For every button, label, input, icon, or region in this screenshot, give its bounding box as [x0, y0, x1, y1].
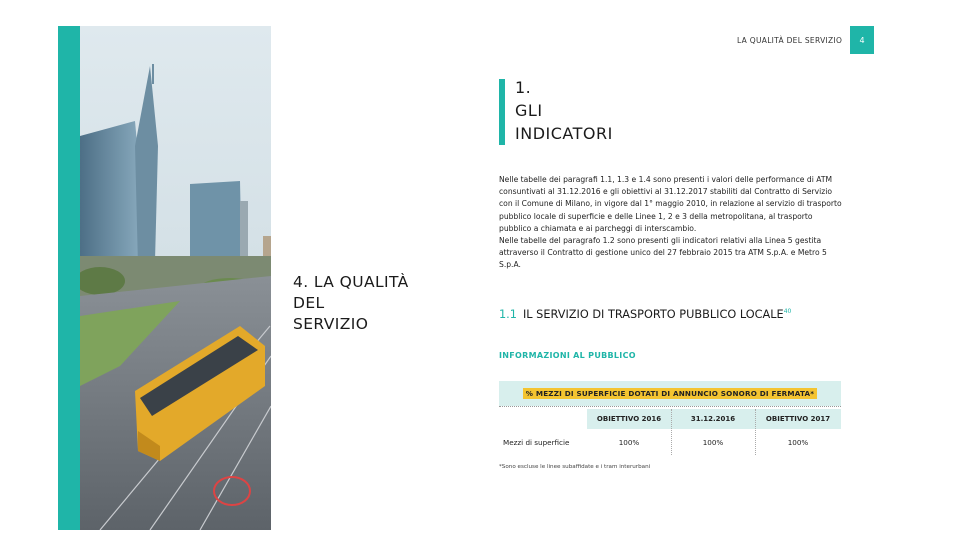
chapter-title-line: SERVIZIO: [293, 315, 369, 333]
chapter-title: [293, 272, 409, 335]
column-header: OBIETTIVO 2016: [596, 415, 662, 423]
table-caption-text: % MEZZI DI SUPERFICIE DOTATI DI ANNUNCIO SONORO DI FERMATA*: [523, 388, 818, 399]
table-caption: [499, 381, 841, 406]
column-divider: [755, 409, 756, 455]
page-number-badge: 4: [850, 26, 874, 54]
table-cell: 100%: [702, 438, 724, 447]
info-heading: INFORMAZIONI AL PUBBLICO: [499, 351, 636, 360]
accent-strip: [58, 26, 80, 530]
body-paragraph: Nelle tabelle del paragrafo 1.2 sono presenti gli indicatori relativi alla Linea 5 gestita attraverso il Contratto di gestione unico del 27 febbraio 2015 tra ATM S.p.A. e Metro 5 S.p.A.: [499, 236, 827, 270]
section-heading: [515, 76, 613, 145]
column-divider: [671, 409, 672, 455]
section-heading-line: INDICATORI: [515, 124, 613, 143]
body-text: [499, 174, 844, 272]
table-row-label: Mezzi di superficie: [503, 438, 570, 447]
column-header: 31.12.2016: [690, 415, 736, 423]
subsection-title: IL SERVIZIO DI TRASPORTO PUBBLICO LOCALE: [522, 308, 784, 321]
table-cell: 100%: [787, 438, 809, 447]
chapter-title-line: DEL: [293, 294, 325, 312]
table-divider: [499, 406, 841, 407]
section-accent-bar: [499, 79, 505, 145]
running-header: LA QUALITÀ DEL SERVIZIO: [737, 36, 843, 45]
table-footnote: *Sono escluse le linee subaffidate e i tram interurbani: [499, 464, 651, 470]
cover-photo: [80, 26, 271, 530]
footnote-reference: 40: [783, 308, 792, 316]
subsection-heading: [499, 308, 791, 321]
city-tram-photo: [80, 26, 271, 530]
table-cell: 100%: [618, 438, 640, 447]
column-header: OBIETTIVO 2017: [765, 415, 831, 423]
section-heading-line: 1.: [515, 78, 532, 97]
section-heading-line: GLI: [515, 101, 543, 120]
subsection-number: 1.1: [499, 308, 517, 321]
chapter-title-line: 4. LA QUALITÀ: [293, 273, 409, 291]
body-paragraph: Nelle tabelle dei paragrafi 1.1, 1.3 e 1.4 sono presenti i valori delle performance di ATM consuntivati al 31.12.2016 e gli obiettivi al 31.12.2017 stabiliti dal Contratto di Servizio con il Comune di Milano, in vigore dal 1° maggio 2010, in relazione al servizio di trasporto pubblico locale di superficie e delle Linee 1, 2 e 3 della metropolitana, al trasporto pubblico a chiamata e ai parcheggi di interscambio.: [499, 175, 842, 233]
